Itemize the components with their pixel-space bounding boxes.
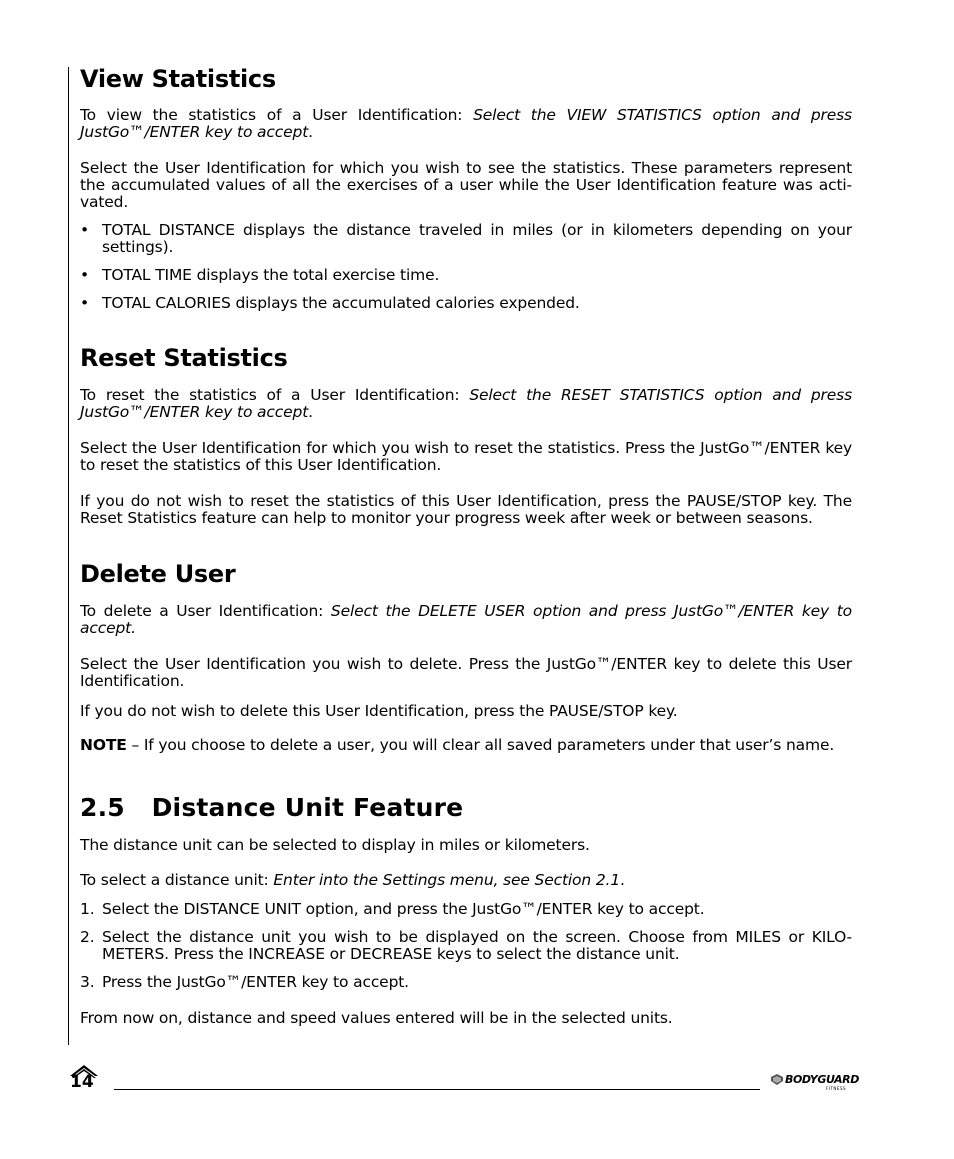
page-number: 14	[70, 1072, 94, 1092]
distance-unit-intro	[80, 872, 852, 889]
distance-intro-plain: To select a distance unit:	[80, 871, 274, 889]
view-statistics-paragraph: Select the User Identification for which you wish to see the statistics. These parameters represent the accumulated values of all the exercises of a user while the User Identification feature was acti-vated.	[80, 159, 852, 211]
note-label: NOTE	[80, 736, 127, 754]
reset-statistics-paragraph-1: Select the User Identification for which you wish to reset the statistics. Press the JustGo™/ENTER key to reset the statistics of this User Identification.	[80, 439, 852, 474]
step-text: Select the DISTANCE UNIT option, and press the JustGo™/ENTER key to accept.	[102, 900, 705, 918]
step-text: Press the JustGo™/ENTER key to accept.	[102, 973, 409, 991]
brand-subtitle: FITNESS	[826, 1086, 847, 1091]
view-intro-end: .	[308, 123, 313, 141]
reset-statistics-intro	[80, 387, 852, 421]
distance-unit-heading: 2.5 Distance Unit Feature	[80, 793, 464, 822]
view-statistics-bullets	[80, 222, 852, 312]
view-intro-plain: To view the statistics of a User Identification:	[80, 106, 474, 124]
delete-user-heading: Delete User	[80, 560, 236, 588]
footer-rule	[114, 1089, 760, 1090]
view-intro-italic: Select the VIEW STATISTICS option and press JustGo™/ENTER key to accept	[80, 106, 852, 141]
bullet-item	[80, 267, 852, 284]
reset-intro-plain: To reset the statistics of a User Identification:	[80, 386, 470, 404]
shield-icon	[770, 1074, 784, 1086]
bullet-item	[80, 295, 852, 312]
delete-user-intro	[80, 603, 852, 637]
view-statistics-heading: View Statistics	[80, 65, 276, 93]
distance-unit-closing: From now on, distance and speed values entered will be in the selected units.	[80, 1009, 673, 1027]
delete-intro-plain: To delete a User Identification:	[80, 602, 331, 620]
note-text: – If you choose to delete a user, you will clear all saved parameters under that user’s name.	[126, 736, 835, 754]
delete-user-note	[80, 737, 852, 754]
bullet-text: TOTAL TIME displays the total exercise time.	[102, 266, 440, 284]
step-number: 2.	[80, 928, 95, 946]
distance-unit-paragraph-1: The distance unit can be selected to display in miles or kilometers.	[80, 836, 590, 854]
step-item	[80, 929, 852, 963]
delete-user-paragraph-1: Select the User Identification you wish to delete. Press the JustGo™/ENTER key to delete this User Identification.	[80, 655, 852, 690]
step-text: Select the distance unit you wish to be displayed on the screen. Choose from MILES or KILO-METERS. Press the INCREASE or DECREASE keys to select the distance unit.	[102, 928, 852, 963]
bullet-marker: •	[80, 294, 89, 312]
distance-intro-end: .	[620, 871, 625, 889]
bullet-marker: •	[80, 221, 89, 239]
step-number: 3.	[80, 973, 95, 991]
brand-name: BODYGUARD	[785, 1073, 859, 1086]
delete-user-paragraph-2: If you do not wish to delete this User Identification, press the PAUSE/STOP key.	[80, 702, 678, 720]
bullet-marker: •	[80, 266, 89, 284]
left-margin-rule	[68, 67, 69, 1045]
page-content	[80, 64, 852, 1027]
bullet-text: TOTAL DISTANCE displays the distance traveled in miles (or in kilometers depending on your settings).	[102, 221, 852, 256]
bullet-text: TOTAL CALORIES displays the accumulated calories expended.	[102, 294, 580, 312]
distance-intro-italic: Enter into the Settings menu, see Section 2.1	[273, 871, 621, 889]
bullet-item	[80, 222, 852, 256]
reset-intro-italic: Select the RESET STATISTICS option and press JustGo™/ENTER key to accept	[80, 386, 852, 421]
step-item	[80, 901, 852, 918]
delete-intro-italic: Select the DELETE USER option and press JustGo™/ENTER key to accept.	[80, 602, 852, 637]
brand-logo	[770, 1072, 859, 1096]
reset-statistics-heading: Reset Statistics	[80, 344, 288, 372]
distance-unit-steps	[80, 901, 852, 991]
reset-intro-end: .	[308, 403, 313, 421]
step-item	[80, 974, 852, 991]
step-number: 1.	[80, 900, 95, 918]
view-statistics-intro	[80, 107, 852, 141]
reset-statistics-paragraph-2: If you do not wish to reset the statistics of this User Identification, press the PAUSE/STOP key. The Reset Statistics feature can help to monitor your progress week after week or between seasons.	[80, 492, 852, 527]
